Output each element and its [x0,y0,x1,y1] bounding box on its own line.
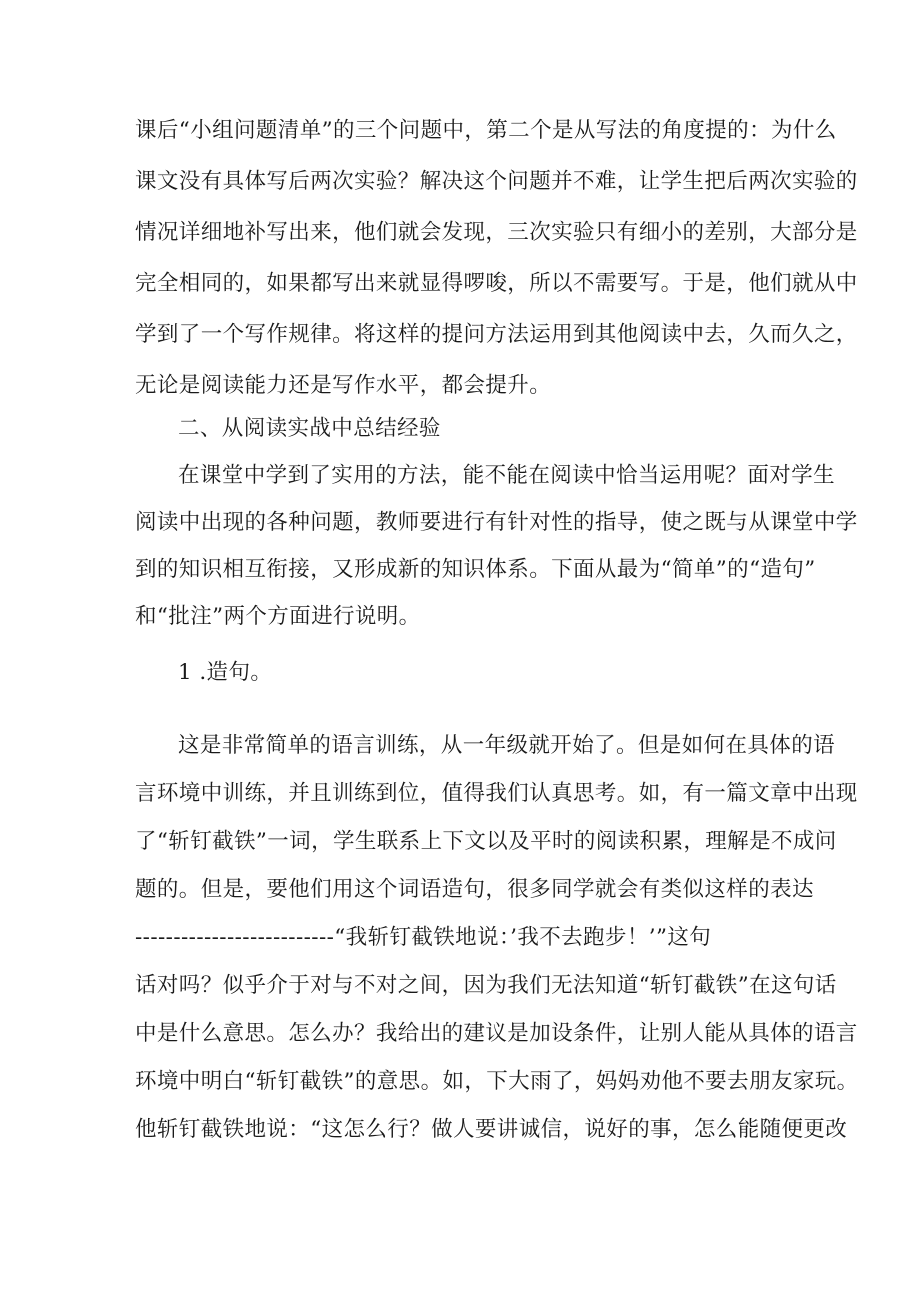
paragraph-line: 课文没有具体写后两次实验？解决这个问题并不难，让学生把后两次实验的 [135,169,858,194]
paragraph-line: 学到了一个写作规律。将这样的提问方法运用到其他阅读中去，久而久之， [135,322,858,347]
section-heading: 二、从阅读实战中总结经验 [178,416,441,441]
paragraph-line: 中是什么意思。怎么办？我给出的建议是加设条件，让别人能从具体的语言 [135,1021,858,1046]
paragraph-line: 完全相同的，如果都写出来就显得啰唆，所以不需要写。于是，他们就从中 [135,271,858,296]
paragraph-line: 题的。但是，要他们用这个词语造句，很多同学就会有类似这样的表达 [135,877,814,902]
paragraph-line: 话对吗？似乎介于对与不对之间，因为我们无法知道“斩钉截铁”在这句话 [135,973,837,998]
paragraph-line: 无论是阅读能力还是写作水平，都会提升。 [135,373,552,398]
paragraph-line: 他斩钉截铁地说：“这怎么行？做人要讲诚信，说好的事，怎么能随便更改 [135,1117,848,1142]
paragraph-line: 到的知识相互衔接，又形成新的知识体系。下面从最为“简单”的“造句” [135,557,816,582]
paragraph-line: 言环境中训练，并且训练到位，值得我们认真思考。如，有一篇文章中出现 [135,781,858,806]
paragraph-line: 在课堂中学到了实用的方法，能不能在阅读中恰当运用呢？面对学生 [178,463,836,488]
paragraph-line: 了“斩钉截铁”一词，学生联系上下文以及平时的阅读积累，理解是不成问 [135,829,837,854]
paragraph-line: 阅读中出现的各种问题，教师要进行有针对性的指导，使之既与从课堂中学 [135,510,858,535]
paragraph-line: 和“批注”两个方面进行说明。 [135,604,421,629]
paragraph-line: 这是非常简单的语言训练，从一年级就开始了。但是如何在具体的语 [178,733,836,758]
paragraph-line: 情况详细地补写出来，他们就会发现，三次实验只有细小的差别，大部分是 [135,220,858,245]
paragraph-line: --------------------------“我斩钉截铁地说：’我不去跑步！’”这句 [135,925,712,950]
paragraph-line: 课后“小组问题清单”的三个问题中，第二个是从写法的角度提的：为什么 [135,118,837,143]
subsection-heading: 1 .造句。 [178,660,273,685]
paragraph-line: 环境中明白“斩钉截铁”的意思。如，下大雨了，妈妈劝他不要去朋友家玩。 [135,1069,859,1094]
